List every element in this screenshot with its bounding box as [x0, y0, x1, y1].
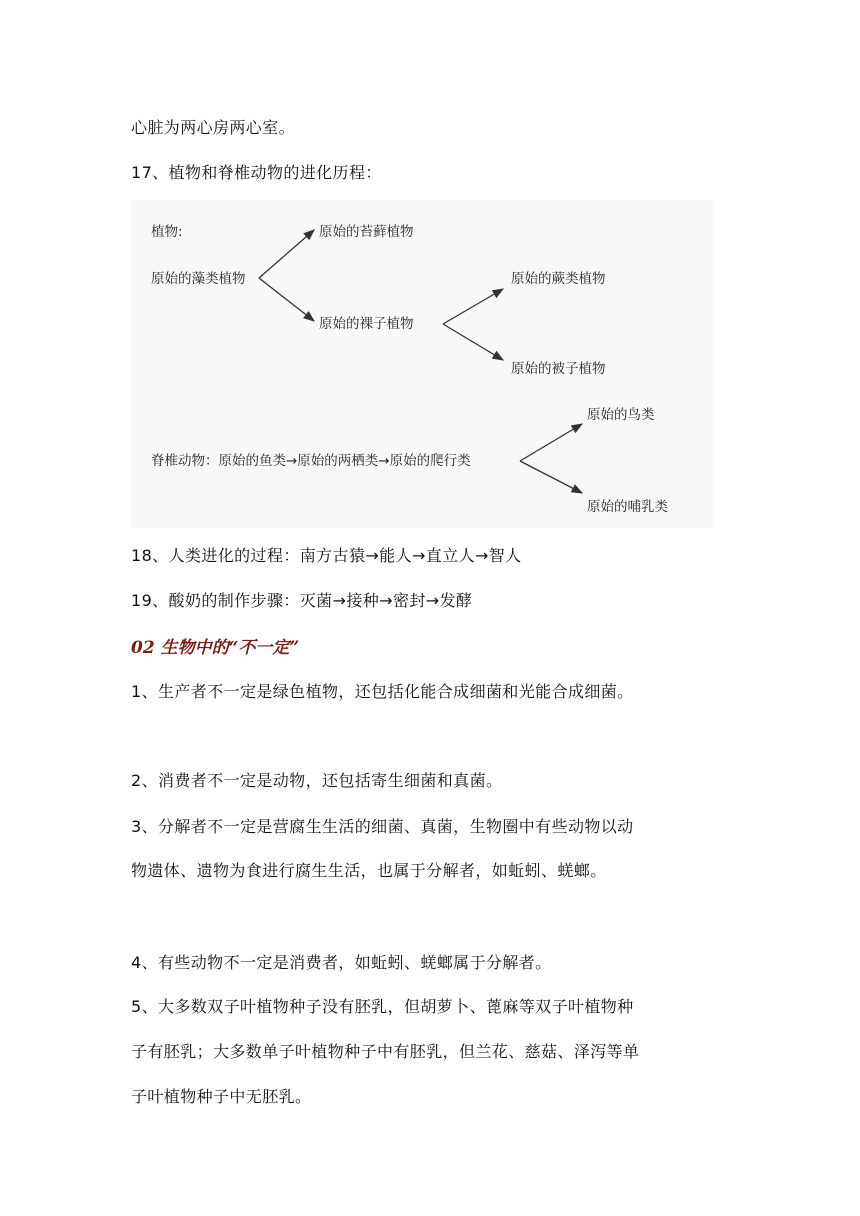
arrow-gymnosperm-to-fern	[443, 289, 503, 324]
algae-node: 原始的藻类植物	[151, 271, 246, 287]
item-17-title: 17、植物和脊椎动物的进化历程：	[131, 163, 382, 182]
list-item-2: 2、消费者不一定是动物，还包括寄生细菌和真菌。	[131, 771, 503, 790]
list-item-3-line-2: 物遗体、遗物为食进行腐生生活，也属于分解者，如蚯蚓、蜣螂。	[131, 861, 607, 880]
arrow-gymnosperm-to-angiosperm	[443, 324, 503, 360]
list-item-5-line-2: 子有胚乳；大多数单子叶植物种子中有胚乳，但兰花、慈菇、泽泻等单	[131, 1042, 640, 1061]
text-line-heart: 心脏为两心房两心室。	[131, 118, 296, 137]
arrow-reptile-to-mammal	[520, 461, 582, 493]
mammal-node: 原始的哺乳类	[587, 499, 668, 515]
plant-label: 植物:	[151, 224, 183, 240]
list-item-3-line-1: 3、分解者不一定是营腐生生活的细菌、真菌，生物圈中有些动物以动	[131, 817, 634, 836]
arrow-algae-to-moss	[259, 230, 314, 278]
arrow-algae-to-gymnosperm	[259, 278, 314, 321]
list-item-5-line-3: 子叶植物种子中无胚乳。	[131, 1087, 312, 1106]
list-item-4: 4、有些动物不一定是消费者，如蚯蚓、蜣螂属于分解者。	[131, 953, 552, 972]
fern-node: 原始的蕨类植物	[511, 271, 606, 287]
gymnosperm-node: 原始的裸子植物	[319, 316, 414, 332]
angiosperm-node: 原始的被子植物	[511, 361, 606, 377]
moss-node: 原始的苔藓植物	[319, 224, 414, 240]
section-heading: 02 生物中的“不一定”	[131, 638, 300, 658]
list-item-5-line-1: 5、大多数双子叶植物种子没有胚乳，但胡萝卜、蓖麻等双子叶植物种	[131, 997, 634, 1016]
vertebrate-chain: 脊椎动物：原始的鱼类→原始的两栖类→原始的爬行类	[151, 453, 471, 469]
arrow-reptile-to-bird	[520, 424, 582, 461]
evolution-diagram	[131, 200, 713, 528]
bird-node: 原始的鸟类	[587, 407, 655, 423]
evolution-diagram-svg	[131, 200, 713, 528]
item-19-yogurt-steps: 19、酸奶的制作步骤：灭菌→接种→密封→发酵	[131, 591, 473, 610]
list-item-1: 1、生产者不一定是绿色植物，还包括化能合成细菌和光能合成细菌。	[131, 682, 634, 701]
item-18-human-evolution: 18、人类进化的过程：南方古猿→能人→直立人→智人	[131, 546, 522, 565]
